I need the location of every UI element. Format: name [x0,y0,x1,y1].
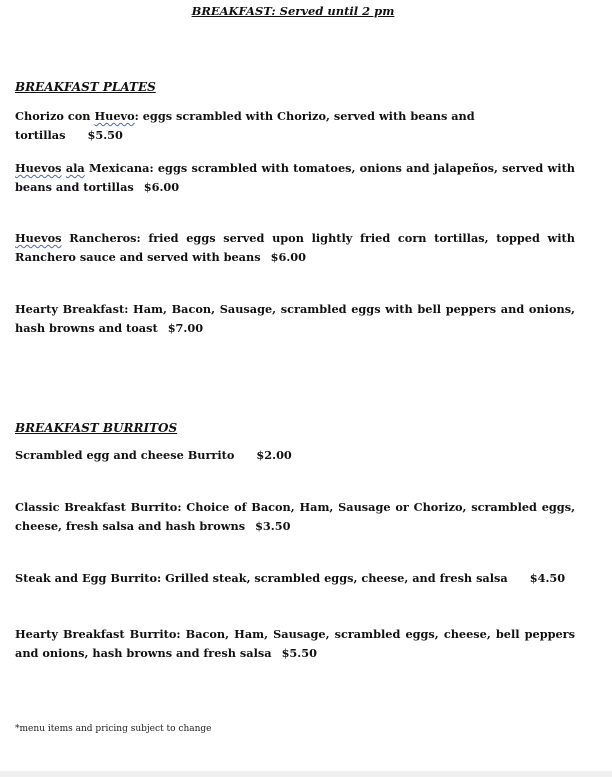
item-price: $2.00 [256,448,292,462]
item-price: $5.50 [87,128,123,142]
menu-item-hearty-breakfast [15,300,575,338]
section-title-breakfast-plates: BREAKFAST PLATES [15,80,156,94]
item-price: $4.50 [529,571,566,585]
menu-item-classic-breakfast-burrito [15,498,575,536]
item-description: Classic Breakfast Burrito: Choice of Bacon, Ham, Sausage or Chorizo, scrambled eggs, cheese, fresh salsa and hash browns [15,500,575,533]
item-description: Steak and Egg Burrito: Grilled steak, scrambled eggs, cheese, and fresh salsa [15,571,508,585]
menu-item-hearty-breakfast-burrito [15,625,575,663]
menu-item-chorizo-con-huevo [15,107,575,145]
menu-item-scrambled-egg-cheese-burrito [15,446,575,465]
menu-item-steak-and-egg-burrito [15,569,575,588]
item-price: $6.00 [143,180,180,194]
menu-header: BREAKFAST: Served until 2 pm [191,4,395,18]
item-name-spellcheck: Huevo [94,109,135,123]
item-name-spellcheck: Huevos [15,231,62,245]
item-description: Hearty Breakfast: Ham, Bacon, Sausage, scrambled eggs with bell peppers and onions, hash browns and toast [15,302,575,335]
item-name-spellcheck: ala [65,161,85,175]
menu-item-huevos-ala-mexicana [15,159,575,197]
item-name-part: Chorizo con [15,109,95,123]
item-price: $5.50 [281,646,317,660]
item-description: Rancheros: fried eggs served upon lightly fried corn tortillas, topped with Ranchero sauce and served with beans [15,231,575,264]
item-price: $3.50 [255,519,291,533]
section-title-breakfast-burritos: BREAKFAST BURRITOS [15,421,178,435]
item-name-spellcheck: Huevos [15,161,62,175]
item-description: : eggs scrambled with Chorizo, served with beans and tortillas [15,109,475,142]
page-bottom-edge [0,771,612,777]
item-price: $6.00 [270,250,306,264]
item-description: Hearty Breakfast Burrito: Bacon, Ham, Sausage, scrambled eggs, cheese, bell peppers and onions, hash browns and fresh salsa [15,627,575,660]
item-price: $7.00 [167,321,204,335]
footnote: *menu items and pricing subject to change [15,724,212,734]
item-description: Scrambled egg and cheese Burrito [15,448,235,462]
menu-item-huevos-rancheros [15,229,575,267]
item-description: Mexicana: eggs scrambled with tomatoes, onions and jalapeños, served with beans and tortillas [15,161,575,194]
